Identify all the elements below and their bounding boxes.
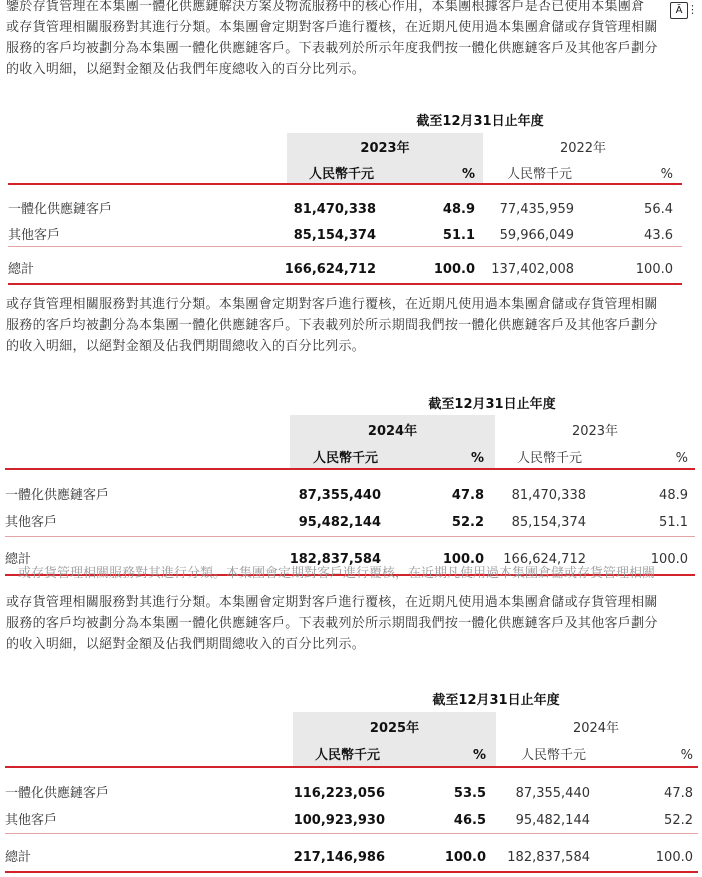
total-cur-pct: 100.0 (444, 850, 486, 865)
row-divider (5, 833, 698, 834)
explanation-paragraph (6, 592, 696, 655)
paragraph-line: 的收入明細，以絕對金額及佔我們期間總收入的百分比列示。 (6, 339, 366, 354)
more-options-icon[interactable]: ⋮ (687, 3, 698, 16)
row-label: 一體化供應鏈客戶 (8, 202, 113, 217)
row-label: 一體化供應鏈客戶 (5, 488, 110, 503)
total-cur-amount: 182,837,584 (289, 552, 381, 567)
total-cur-pct: 100.0 (433, 262, 475, 277)
paragraph-line: 服務的客戶均被劃分為本集團一體化供應鏈客戶。下表載列於所示年度我們按一體化供應鏈客戶及其他客戶劃分 (6, 41, 658, 56)
cur-pct: 52.2 (451, 515, 484, 530)
prev-pct: 56.4 (644, 202, 673, 217)
paragraph-line: 服務的客戶均被劃分為本集團一體化供應鏈客戶。下表載列於所示期間我們按一體化供應鏈客戶及其他客戶劃分 (6, 616, 658, 631)
row-label: 一體化供應鏈客戶 (5, 786, 110, 801)
cur-pct: 48.9 (442, 202, 475, 217)
period-header: 截至12月31日止年度 (428, 397, 556, 412)
prior-year-label: 2024年 (572, 721, 620, 736)
col-amount-current: 人民幣千元 (315, 748, 381, 763)
prev-amount: 95,482,144 (515, 813, 590, 828)
total-prev-pct: 100.0 (650, 552, 688, 567)
col-pct-current: % (470, 451, 484, 466)
prev-amount: 77,435,959 (499, 202, 574, 217)
prev-amount: 87,355,440 (515, 786, 590, 801)
total-prev-amount: 166,624,712 (503, 552, 586, 567)
row-label: 其他客戶 (5, 813, 58, 828)
prev-amount: 85,154,374 (511, 515, 586, 530)
paragraph-line: 的收入明細，以絕對金額及佔我們年度總收入的百分比列示。 (6, 62, 366, 77)
total-label: 總計 (5, 552, 32, 567)
col-pct-prior: % (680, 748, 693, 763)
current-year-label: 2024年 (367, 424, 418, 439)
footer-rule (8, 283, 682, 285)
col-amount-current: 人民幣千元 (313, 451, 379, 466)
total-prev-pct: 100.0 (655, 850, 693, 865)
total-label: 總計 (8, 262, 35, 277)
prev-pct: 48.9 (659, 488, 688, 503)
translate-icon[interactable]: Ā (670, 2, 688, 19)
paragraph-line: 或存貨管理相關服務對其進行分類。本集團會定期對客戶進行覆核，在近期凡使用過本集團倉儲或存貨管理相關 (6, 297, 658, 312)
current-year-label: 2023年 (360, 141, 410, 156)
cur-amount: 116,223,056 (293, 786, 385, 801)
col-pct-prior: % (660, 167, 673, 182)
header-rule (5, 468, 695, 470)
cur-pct: 51.1 (442, 228, 475, 243)
cur-amount: 100,923,930 (293, 813, 385, 828)
row-divider (8, 246, 682, 247)
footer-rule (5, 871, 698, 873)
cur-pct: 53.5 (453, 786, 486, 801)
paragraph-line: 鑒於存貨管理在本集團一體化供應鏈解決方案及物流服務中的核心作用，本集團根據客戶是否已使用本集團倉 (6, 0, 645, 14)
cur-pct: 46.5 (453, 813, 486, 828)
total-prev-pct: 100.0 (635, 262, 673, 277)
col-amount-current: 人民幣千元 (309, 167, 375, 182)
explanation-paragraph (6, 294, 696, 357)
paragraph-line: 或存貨管理相關服務對其進行分類。本集團會定期對客戶進行覆核，在近期凡使用過本集團倉儲或存貨管理相關 (6, 595, 658, 610)
col-amount-prior: 人民幣千元 (517, 451, 583, 466)
prior-year-label: 2023年 (571, 424, 619, 439)
col-pct-current: % (461, 167, 475, 182)
prior-year-label: 2022年 (559, 141, 607, 156)
cur-amount: 87,355,440 (298, 488, 381, 503)
cur-amount: 85,154,374 (293, 228, 376, 243)
prev-pct: 52.2 (664, 813, 693, 828)
period-header: 截至12月31日止年度 (416, 114, 544, 129)
cur-amount: 95,482,144 (298, 515, 381, 530)
row-divider (5, 536, 695, 537)
cur-amount: 81,470,338 (293, 202, 376, 217)
col-amount-prior: 人民幣千元 (507, 167, 573, 182)
row-label: 其他客戶 (5, 515, 58, 530)
cropped-text-strip (18, 566, 694, 582)
prev-pct: 51.1 (659, 515, 688, 530)
current-year-label: 2025年 (369, 721, 420, 736)
col-amount-prior: 人民幣千元 (521, 748, 587, 763)
cur-pct: 47.8 (451, 488, 484, 503)
prev-pct: 47.8 (664, 786, 693, 801)
total-cur-amount: 217,146,986 (293, 850, 385, 865)
total-cur-amount: 166,624,712 (284, 262, 376, 277)
header-rule (8, 183, 682, 185)
prev-amount: 81,470,338 (511, 488, 586, 503)
col-pct-current: % (472, 748, 486, 763)
prev-amount: 59,966,049 (499, 228, 574, 243)
cropped-line: 或存貨管理相關服務對其進行分類。本集團會定期對客戶進行覆核，在近期凡使用過本集團倉儲或存貨管理相關 (18, 566, 656, 581)
total-label: 總計 (5, 850, 32, 865)
header-rule (5, 766, 698, 768)
period-header: 截至12月31日止年度 (432, 693, 560, 708)
total-cur-pct: 100.0 (442, 552, 484, 567)
intro-paragraph (6, 0, 696, 80)
total-prev-amount: 182,837,584 (507, 850, 590, 865)
row-label: 其他客戶 (8, 228, 61, 243)
paragraph-line: 服務的客戶均被劃分為本集團一體化供應鏈客戶。下表載列於所示期間我們按一體化供應鏈客戶及其他客戶劃分 (6, 318, 658, 333)
paragraph-line: 或存貨管理相關服務對其進行分類。本集團會定期對客戶進行覆核，在近期凡使用過本集團倉儲或存貨管理相關 (6, 20, 658, 35)
col-pct-prior: % (675, 451, 688, 466)
prev-pct: 43.6 (644, 228, 673, 243)
total-prev-amount: 137,402,008 (491, 262, 574, 277)
paragraph-line: 的收入明細，以絕對金額及佔我們期間總收入的百分比列示。 (6, 637, 366, 652)
